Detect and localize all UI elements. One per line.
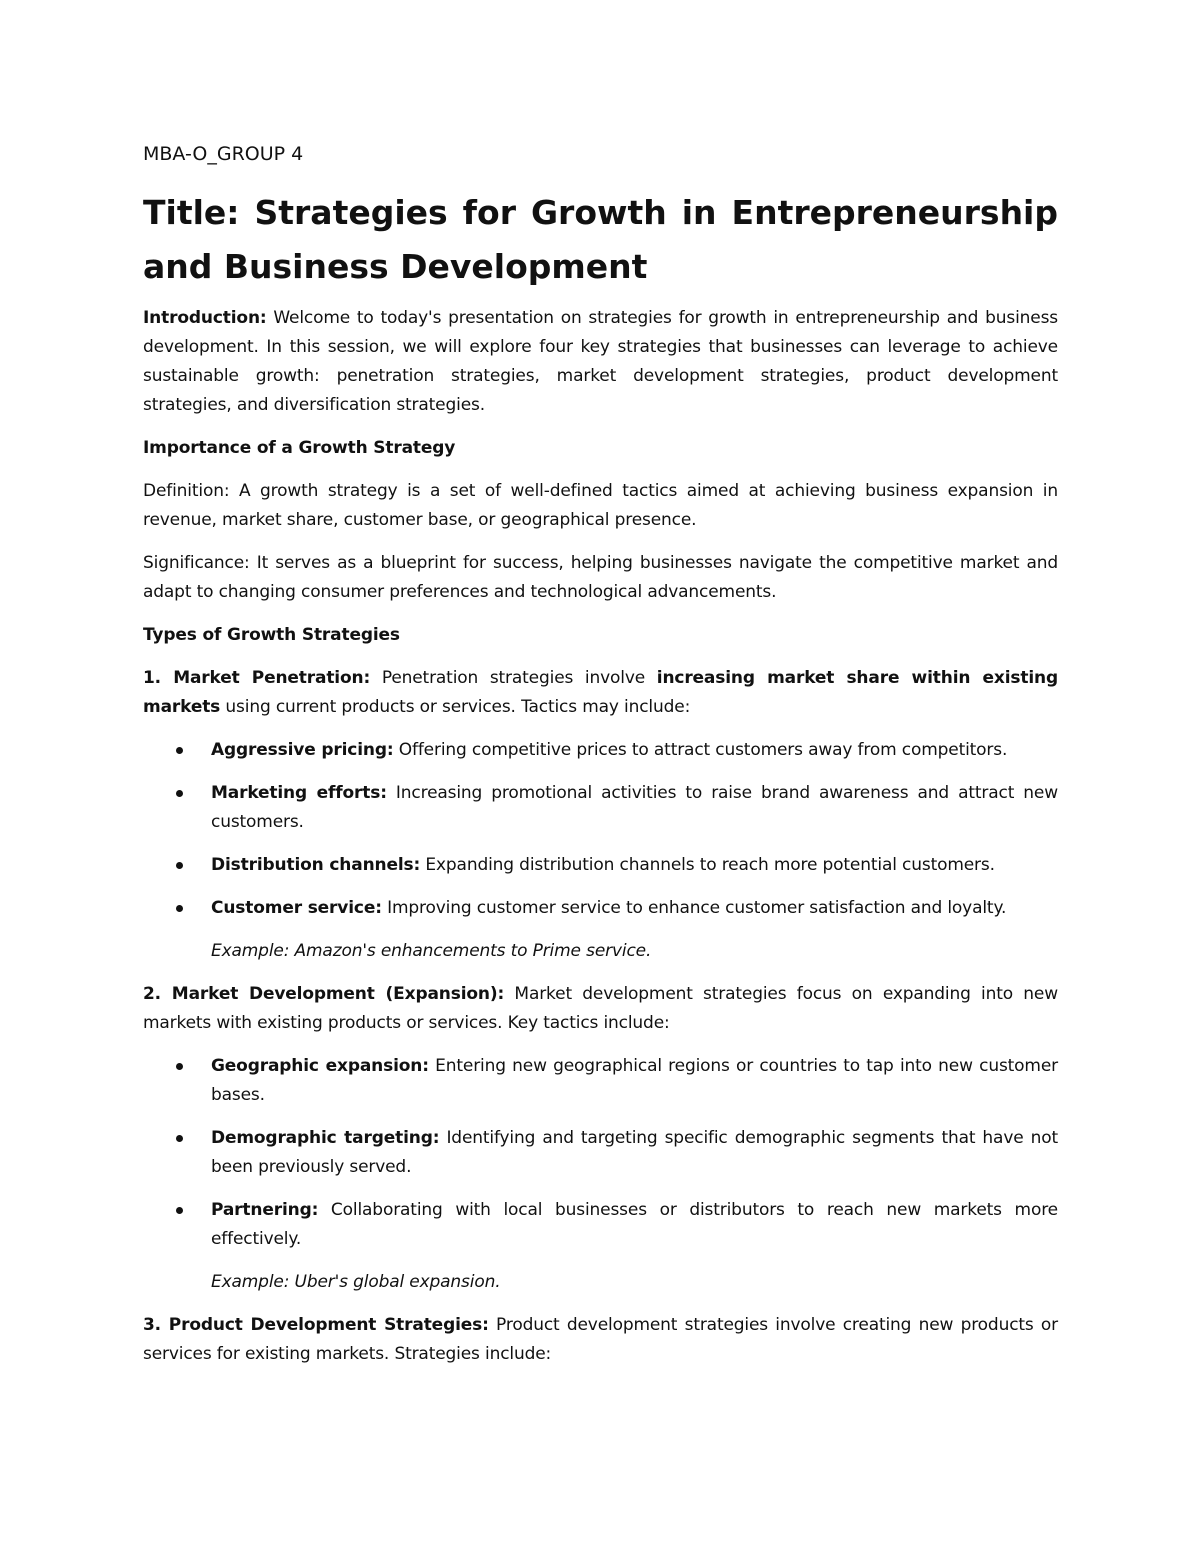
document-title: Title: Strategies for Growth in Entrepreneurship and Business Development xyxy=(143,193,1058,286)
group-label: MBA-O_GROUP 4 xyxy=(143,143,304,165)
intro-paragraph xyxy=(143,304,1058,420)
penetration-paragraph xyxy=(143,664,1058,722)
list-item xyxy=(143,894,1058,923)
bullet-text: Improving customer service to enhance customer satisfaction and loyalty. xyxy=(381,898,1007,918)
penetration-emphasis: increasing market share within existing markets xyxy=(143,668,1058,717)
definition-paragraph: Definition: A growth strategy is a set of well-defined tactics aimed at achieving business expansion in revenue, market share, customer base, or geographical presence. xyxy=(143,481,1058,530)
importance-heading: Importance of a Growth Strategy xyxy=(143,438,456,458)
bullet-icon xyxy=(176,747,183,754)
market-development-paragraph xyxy=(143,980,1058,1038)
bullet-icon xyxy=(176,1135,183,1142)
bullet-icon xyxy=(176,862,183,869)
market-development-text: Market development strategies focus on expanding into new markets with existing products or services. Key tactics include: xyxy=(143,984,1058,1033)
bullet-term: Geographic expansion: xyxy=(211,1056,429,1076)
list-item xyxy=(143,851,1058,880)
penetration-text-post: using current products or services. Tactics may include: xyxy=(220,697,691,717)
penetration-tactics-list xyxy=(143,736,1058,923)
types-heading: Types of Growth Strategies xyxy=(143,625,400,645)
bullet-icon xyxy=(176,790,183,797)
list-item xyxy=(143,1124,1058,1182)
market-development-tactics-list xyxy=(143,1052,1058,1254)
market-development-label: 2. Market Development (Expansion): xyxy=(143,984,505,1004)
bullet-icon xyxy=(176,1063,183,1070)
bullet-icon xyxy=(176,1207,183,1214)
list-item xyxy=(143,736,1058,765)
intro-label: Introduction: xyxy=(143,308,267,328)
bullet-text: Offering competitive prices to attract customers away from competitors. xyxy=(393,740,1008,760)
bullet-term: Partnering: xyxy=(211,1200,319,1220)
list-item xyxy=(143,1052,1058,1110)
bullet-term: Distribution channels: xyxy=(211,855,421,875)
document-content xyxy=(143,140,1058,1383)
list-item xyxy=(143,779,1058,837)
penetration-text-pre: Penetration strategies involve xyxy=(370,668,657,688)
bullet-text: Collaborating with local businesses or distributors to reach new markets more effectively. xyxy=(211,1200,1058,1249)
product-development-text: Product development strategies involve creating new products or services for existing markets. Strategies include: xyxy=(143,1315,1058,1364)
significance-paragraph: Significance: It serves as a blueprint for success, helping businesses navigate the competitive market and adapt to changing consumer preferences and technological advancements. xyxy=(143,553,1058,602)
bullet-term: Customer service: xyxy=(211,898,382,918)
bullet-text: Identifying and targeting specific demographic segments that have not been previously served. xyxy=(211,1128,1058,1177)
bullet-text: Expanding distribution channels to reach more potential customers. xyxy=(420,855,995,875)
penetration-label: 1. Market Penetration: xyxy=(143,668,371,688)
bullet-text: Increasing promotional activities to raise brand awareness and attract new customers. xyxy=(211,783,1058,832)
list-item xyxy=(143,1196,1058,1254)
intro-text: Welcome to today's presentation on strategies for growth in entrepreneurship and business development. In this session, we will explore four key strategies that businesses can leverage to achieve sustainable growth: penetration strategies, market development strategies, product development strategies, and diversification strategies. xyxy=(143,308,1058,415)
penetration-example: Example: Amazon's enhancements to Prime service. xyxy=(211,941,652,961)
bullet-term: Demographic targeting: xyxy=(211,1128,440,1148)
bullet-term: Marketing efforts: xyxy=(211,783,387,803)
market-development-example: Example: Uber's global expansion. xyxy=(211,1272,501,1292)
bullet-text: Entering new geographical regions or countries to tap into new customer bases. xyxy=(211,1056,1058,1105)
product-development-paragraph xyxy=(143,1311,1058,1369)
product-development-label: 3. Product Development Strategies: xyxy=(143,1315,489,1335)
bullet-icon xyxy=(176,905,183,912)
bullet-term: Aggressive pricing: xyxy=(211,740,394,760)
